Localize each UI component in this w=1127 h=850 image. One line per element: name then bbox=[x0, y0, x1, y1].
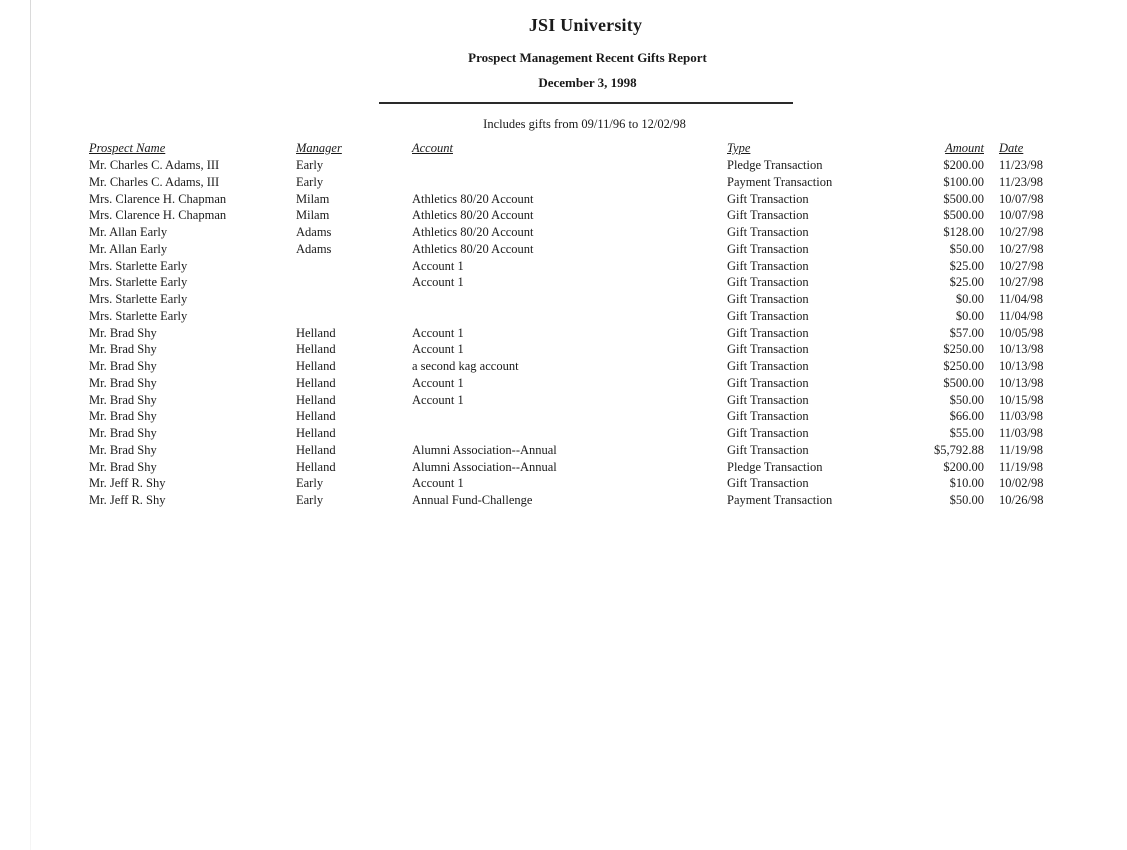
cell-amount: $0.00 bbox=[955, 308, 984, 323]
date-range-note: Includes gifts from 09/11/96 to 12/02/98 bbox=[483, 117, 686, 131]
report-date: December 3, 1998 bbox=[538, 75, 637, 90]
cell-amount: $250.00 bbox=[943, 359, 984, 373]
cell-prospect-name: Mr. Allan Early bbox=[89, 225, 168, 239]
cell-type: Payment Transaction bbox=[727, 174, 833, 189]
cell-amount: $25.00 bbox=[949, 275, 984, 290]
cell-prospect-name: Mr. Brad Shy bbox=[89, 459, 157, 474]
cell-date: 11/03/98 bbox=[999, 426, 1043, 440]
cell-amount: $500.00 bbox=[943, 191, 984, 206]
cell-manager: Helland bbox=[296, 426, 336, 440]
cell-prospect-name: Mr. Brad Shy bbox=[89, 375, 157, 390]
cell-manager: Helland bbox=[296, 342, 336, 357]
cell-account: Athletics 80/20 Account bbox=[412, 208, 534, 223]
cell-manager: Helland bbox=[296, 375, 336, 390]
cell-manager: Helland bbox=[296, 459, 336, 474]
cell-account: Account 1 bbox=[412, 258, 464, 273]
cell-amount: $500.00 bbox=[943, 375, 984, 390]
cell-prospect-name: Mrs. Starlette Early bbox=[89, 292, 188, 306]
cell-amount: $55.00 bbox=[949, 426, 984, 440]
cell-date: 11/19/98 bbox=[999, 442, 1043, 457]
cell-date: 11/23/98 bbox=[999, 158, 1043, 172]
cell-type: Gift Transaction bbox=[727, 292, 809, 306]
cell-manager: Milam bbox=[296, 208, 330, 223]
cell-type: Gift Transaction bbox=[727, 375, 809, 390]
cell-prospect-name: Mr. Charles C. Adams, III bbox=[89, 158, 220, 172]
cell-date: 10/13/98 bbox=[999, 342, 1044, 357]
cell-manager: Early bbox=[296, 493, 324, 507]
cell-type: Gift Transaction bbox=[727, 275, 809, 290]
column-header-type: Type bbox=[727, 141, 751, 155]
cell-date: 10/13/98 bbox=[999, 375, 1044, 390]
cell-prospect-name: Mrs. Starlette Early bbox=[89, 275, 188, 290]
cell-amount: $10.00 bbox=[949, 476, 984, 491]
column-header-manager: Manager bbox=[296, 141, 342, 155]
cell-type: Pledge Transaction bbox=[727, 158, 823, 172]
cell-manager: Helland bbox=[296, 359, 336, 373]
cell-account: Account 1 bbox=[412, 476, 464, 491]
cell-amount: $100.00 bbox=[943, 174, 984, 189]
cell-account: Alumni Association--Annual bbox=[412, 442, 557, 457]
cell-type: Gift Transaction bbox=[727, 409, 809, 424]
cell-prospect-name: Mr. Allan Early bbox=[89, 241, 168, 256]
cell-prospect-name: Mr. Charles C. Adams, III bbox=[89, 174, 220, 189]
cell-prospect-name: Mr. Brad Shy bbox=[89, 426, 157, 440]
cell-date: 10/02/98 bbox=[999, 476, 1044, 491]
cell-manager: Early bbox=[296, 476, 324, 491]
cell-date: 10/27/98 bbox=[999, 275, 1044, 290]
cell-amount: $50.00 bbox=[949, 493, 984, 507]
cell-amount: $128.00 bbox=[943, 225, 984, 239]
cell-type: Gift Transaction bbox=[727, 392, 809, 407]
cell-date: 10/05/98 bbox=[999, 325, 1044, 340]
cell-manager: Helland bbox=[296, 409, 336, 424]
cell-account: Athletics 80/20 Account bbox=[412, 225, 534, 239]
cell-date: 10/27/98 bbox=[999, 258, 1044, 273]
cell-manager: Helland bbox=[296, 392, 336, 407]
cell-account: Athletics 80/20 Account bbox=[412, 241, 534, 256]
cell-date: 10/27/98 bbox=[999, 241, 1044, 256]
cell-amount: $66.00 bbox=[949, 409, 984, 424]
cell-account: Account 1 bbox=[412, 325, 464, 340]
report-title: JSI University bbox=[528, 15, 643, 35]
cell-amount: $0.00 bbox=[955, 292, 984, 306]
cell-amount: $57.00 bbox=[949, 325, 984, 340]
cell-prospect-name: Mr. Brad Shy bbox=[89, 325, 157, 340]
cell-amount: $50.00 bbox=[949, 392, 984, 407]
column-header-amount: Amount bbox=[945, 141, 984, 155]
cell-type: Gift Transaction bbox=[727, 442, 809, 457]
cell-type: Gift Transaction bbox=[727, 308, 809, 323]
cell-date: 10/13/98 bbox=[999, 359, 1044, 373]
cell-amount: $250.00 bbox=[943, 342, 984, 357]
cell-type: Gift Transaction bbox=[727, 225, 809, 239]
cell-prospect-name: Mr. Jeff R. Shy bbox=[89, 476, 166, 491]
cell-manager: Adams bbox=[296, 225, 332, 239]
cell-type: Gift Transaction bbox=[727, 325, 809, 340]
cell-date: 10/26/98 bbox=[999, 493, 1044, 507]
cell-date: 11/03/98 bbox=[999, 409, 1043, 424]
cell-date: 11/19/98 bbox=[999, 459, 1043, 474]
cell-account: Athletics 80/20 Account bbox=[412, 191, 534, 206]
cell-prospect-name: Mr. Brad Shy bbox=[89, 409, 157, 424]
column-header-prospect-name: Prospect Name bbox=[89, 141, 166, 155]
cell-amount: $25.00 bbox=[949, 258, 984, 273]
cell-manager: Early bbox=[296, 158, 324, 172]
cell-type: Gift Transaction bbox=[727, 258, 809, 273]
column-header-account: Account bbox=[412, 141, 453, 155]
cell-type: Payment Transaction bbox=[727, 493, 833, 507]
cell-prospect-name: Mrs. Starlette Early bbox=[89, 308, 188, 323]
column-header-date: Date bbox=[999, 141, 1024, 155]
cell-type: Gift Transaction bbox=[727, 359, 809, 373]
cell-manager: Helland bbox=[296, 442, 336, 457]
cell-type: Gift Transaction bbox=[727, 426, 809, 440]
cell-manager: Milam bbox=[296, 191, 330, 206]
cell-manager: Adams bbox=[296, 241, 332, 256]
cell-account: Account 1 bbox=[412, 342, 464, 357]
cell-prospect-name: Mr. Brad Shy bbox=[89, 359, 157, 373]
cell-type: Gift Transaction bbox=[727, 191, 809, 206]
cell-account: Account 1 bbox=[412, 375, 464, 390]
cell-account: Account 1 bbox=[412, 392, 464, 407]
cell-date: 10/15/98 bbox=[999, 392, 1044, 407]
cell-date: 10/07/98 bbox=[999, 191, 1044, 206]
cell-prospect-name: Mrs. Clarence H. Chapman bbox=[89, 191, 227, 206]
cell-prospect-name: Mr. Brad Shy bbox=[89, 442, 157, 457]
cell-amount: $200.00 bbox=[943, 158, 984, 172]
cell-type: Gift Transaction bbox=[727, 342, 809, 357]
cell-amount: $200.00 bbox=[943, 459, 984, 474]
cell-date: 11/23/98 bbox=[999, 174, 1043, 189]
cell-type: Pledge Transaction bbox=[727, 459, 823, 474]
cell-prospect-name: Mr. Brad Shy bbox=[89, 342, 157, 357]
cell-type: Gift Transaction bbox=[727, 241, 809, 256]
cell-manager: Early bbox=[296, 174, 324, 189]
cell-date: 11/04/98 bbox=[999, 308, 1043, 323]
cell-prospect-name: Mrs. Starlette Early bbox=[89, 258, 188, 273]
cell-account: a second kag account bbox=[412, 359, 519, 373]
cell-type: Gift Transaction bbox=[727, 208, 809, 223]
cell-prospect-name: Mr. Jeff R. Shy bbox=[89, 493, 166, 507]
cell-date: 11/04/98 bbox=[999, 292, 1043, 306]
cell-amount: $5,792.88 bbox=[934, 442, 984, 457]
cell-account: Alumni Association--Annual bbox=[412, 459, 557, 474]
cell-prospect-name: Mr. Brad Shy bbox=[89, 392, 157, 407]
cell-amount: $50.00 bbox=[949, 241, 984, 256]
cell-manager: Helland bbox=[296, 325, 336, 340]
cell-prospect-name: Mrs. Clarence H. Chapman bbox=[89, 208, 227, 223]
report-subtitle: Prospect Management Recent Gifts Report bbox=[468, 50, 707, 65]
cell-account: Account 1 bbox=[412, 275, 464, 290]
cell-date: 10/27/98 bbox=[999, 225, 1044, 239]
cell-account: Annual Fund-Challenge bbox=[412, 493, 533, 507]
cell-amount: $500.00 bbox=[943, 208, 984, 223]
cell-type: Gift Transaction bbox=[727, 476, 809, 491]
cell-date: 10/07/98 bbox=[999, 208, 1044, 223]
